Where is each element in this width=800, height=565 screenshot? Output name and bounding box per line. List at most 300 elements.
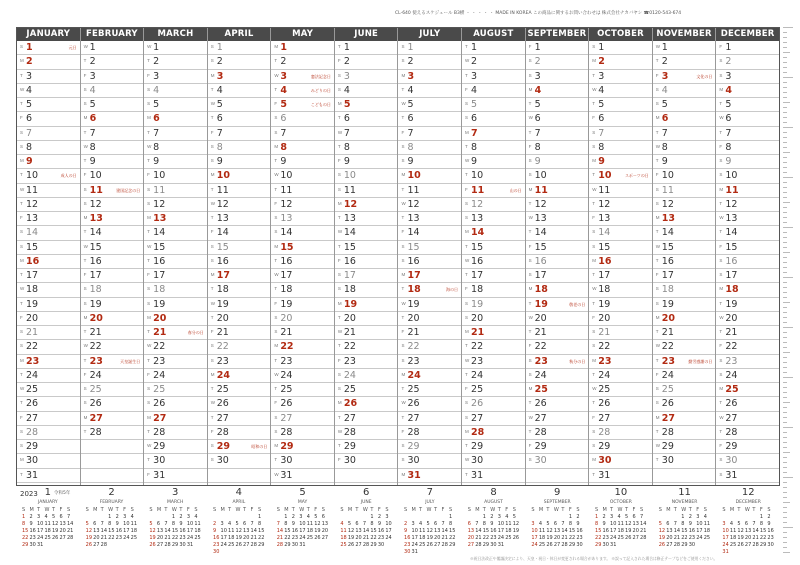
day-cell[interactable] xyxy=(208,226,271,240)
day-cell[interactable] xyxy=(653,255,716,269)
day-cell[interactable] xyxy=(462,369,525,383)
day-cell[interactable] xyxy=(208,383,271,397)
day-cell[interactable] xyxy=(208,369,271,383)
day-cell[interactable] xyxy=(589,412,652,426)
day-cell[interactable] xyxy=(526,212,589,226)
day-cell[interactable] xyxy=(462,155,525,169)
day-cell[interactable] xyxy=(526,70,589,84)
day-cell[interactable] xyxy=(462,112,525,126)
day-cell[interactable] xyxy=(271,283,334,297)
day-cell[interactable] xyxy=(526,84,589,98)
day-cell[interactable] xyxy=(208,426,271,440)
day-cell[interactable] xyxy=(144,340,207,354)
day-cell[interactable] xyxy=(462,298,525,312)
day-cell[interactable] xyxy=(335,355,398,369)
day-cell[interactable] xyxy=(398,184,461,198)
day-cell[interactable] xyxy=(81,340,144,354)
day-cell[interactable] xyxy=(716,127,779,141)
day-cell[interactable] xyxy=(208,127,271,141)
day-cell[interactable] xyxy=(17,198,80,212)
day-cell[interactable] xyxy=(208,70,271,84)
day-cell[interactable] xyxy=(398,127,461,141)
day-cell[interactable] xyxy=(589,397,652,411)
day-cell[interactable] xyxy=(335,312,398,326)
day-cell[interactable] xyxy=(335,41,398,55)
day-cell[interactable] xyxy=(716,383,779,397)
day-cell[interactable] xyxy=(526,383,589,397)
day-cell[interactable] xyxy=(526,426,589,440)
day-cell[interactable] xyxy=(208,184,271,198)
day-cell[interactable] xyxy=(526,226,589,240)
day-cell[interactable] xyxy=(81,41,144,55)
day-cell[interactable] xyxy=(589,41,652,55)
day-cell[interactable] xyxy=(208,141,271,155)
day-cell[interactable] xyxy=(335,112,398,126)
day-cell[interactable] xyxy=(144,84,207,98)
day-cell[interactable] xyxy=(716,55,779,69)
day-cell[interactable] xyxy=(335,127,398,141)
day-cell[interactable] xyxy=(589,212,652,226)
day-cell[interactable] xyxy=(589,255,652,269)
day-cell[interactable] xyxy=(716,397,779,411)
day-cell[interactable] xyxy=(271,412,334,426)
day-cell[interactable] xyxy=(335,55,398,69)
day-cell[interactable] xyxy=(653,369,716,383)
day-cell[interactable] xyxy=(335,84,398,98)
day-cell[interactable] xyxy=(335,426,398,440)
day-cell[interactable] xyxy=(81,369,144,383)
day-cell[interactable] xyxy=(526,440,589,454)
day-cell[interactable] xyxy=(17,326,80,340)
day-cell[interactable] xyxy=(526,283,589,297)
day-cell[interactable] xyxy=(398,98,461,112)
day-cell[interactable] xyxy=(208,440,271,454)
day-cell[interactable] xyxy=(716,412,779,426)
day-cell[interactable] xyxy=(589,98,652,112)
day-cell[interactable] xyxy=(81,169,144,183)
day-cell[interactable] xyxy=(462,241,525,255)
day-cell[interactable] xyxy=(335,283,398,297)
day-cell[interactable] xyxy=(716,112,779,126)
day-cell[interactable] xyxy=(716,226,779,240)
day-cell[interactable] xyxy=(144,41,207,55)
day-cell[interactable] xyxy=(716,298,779,312)
day-cell[interactable] xyxy=(462,440,525,454)
day-cell[interactable] xyxy=(208,326,271,340)
day-cell[interactable] xyxy=(462,55,525,69)
day-cell[interactable] xyxy=(526,269,589,283)
day-cell[interactable] xyxy=(271,355,334,369)
day-cell[interactable] xyxy=(526,369,589,383)
day-cell[interactable] xyxy=(526,41,589,55)
day-cell[interactable] xyxy=(208,112,271,126)
day-cell[interactable] xyxy=(716,212,779,226)
day-cell[interactable] xyxy=(271,112,334,126)
day-cell[interactable] xyxy=(144,283,207,297)
day-cell[interactable] xyxy=(398,84,461,98)
day-cell[interactable] xyxy=(81,355,144,369)
day-cell[interactable] xyxy=(589,155,652,169)
day-cell[interactable] xyxy=(653,340,716,354)
day-cell[interactable] xyxy=(462,198,525,212)
day-cell[interactable] xyxy=(526,298,589,312)
day-cell[interactable] xyxy=(398,255,461,269)
day-cell[interactable] xyxy=(589,326,652,340)
day-cell[interactable] xyxy=(462,283,525,297)
day-cell[interactable] xyxy=(81,226,144,240)
day-cell[interactable] xyxy=(81,84,144,98)
day-cell[interactable] xyxy=(589,169,652,183)
day-cell[interactable] xyxy=(271,226,334,240)
day-cell[interactable] xyxy=(335,70,398,84)
day-cell[interactable] xyxy=(716,70,779,84)
day-cell[interactable] xyxy=(526,198,589,212)
day-cell[interactable] xyxy=(462,426,525,440)
day-cell[interactable] xyxy=(17,155,80,169)
day-cell[interactable] xyxy=(462,255,525,269)
day-cell[interactable] xyxy=(462,184,525,198)
day-cell[interactable] xyxy=(589,369,652,383)
day-cell[interactable] xyxy=(653,269,716,283)
day-cell[interactable] xyxy=(589,198,652,212)
day-cell[interactable] xyxy=(526,255,589,269)
day-cell[interactable] xyxy=(271,212,334,226)
day-cell[interactable] xyxy=(716,340,779,354)
day-cell[interactable] xyxy=(335,184,398,198)
day-cell[interactable] xyxy=(526,312,589,326)
day-cell[interactable] xyxy=(398,355,461,369)
day-cell[interactable] xyxy=(17,298,80,312)
day-cell[interactable] xyxy=(335,155,398,169)
day-cell[interactable] xyxy=(716,41,779,55)
day-cell[interactable] xyxy=(589,283,652,297)
day-cell[interactable] xyxy=(17,112,80,126)
day-cell[interactable] xyxy=(81,412,144,426)
day-cell[interactable] xyxy=(81,397,144,411)
day-cell[interactable] xyxy=(653,169,716,183)
day-cell[interactable] xyxy=(17,355,80,369)
day-cell[interactable] xyxy=(208,312,271,326)
day-cell[interactable] xyxy=(271,312,334,326)
day-cell[interactable] xyxy=(589,55,652,69)
day-cell[interactable] xyxy=(17,212,80,226)
day-cell[interactable] xyxy=(462,269,525,283)
day-cell[interactable] xyxy=(716,426,779,440)
day-cell[interactable] xyxy=(271,184,334,198)
day-cell[interactable] xyxy=(653,426,716,440)
day-cell[interactable] xyxy=(398,70,461,84)
day-cell[interactable] xyxy=(208,55,271,69)
day-cell[interactable] xyxy=(271,127,334,141)
day-cell[interactable] xyxy=(462,326,525,340)
day-cell[interactable] xyxy=(208,255,271,269)
day-cell[interactable] xyxy=(716,454,779,468)
day-cell[interactable] xyxy=(462,212,525,226)
day-cell[interactable] xyxy=(398,369,461,383)
day-cell[interactable] xyxy=(462,340,525,354)
day-cell[interactable] xyxy=(17,141,80,155)
day-cell[interactable] xyxy=(589,226,652,240)
day-cell[interactable] xyxy=(17,169,80,183)
day-cell[interactable] xyxy=(17,454,80,468)
day-cell[interactable] xyxy=(716,155,779,169)
day-cell[interactable] xyxy=(81,127,144,141)
day-cell[interactable] xyxy=(144,369,207,383)
day-cell[interactable] xyxy=(17,269,80,283)
day-cell[interactable] xyxy=(526,241,589,255)
day-cell[interactable] xyxy=(208,212,271,226)
day-cell[interactable] xyxy=(526,155,589,169)
day-cell[interactable] xyxy=(335,269,398,283)
day-cell[interactable] xyxy=(81,426,144,440)
day-cell[interactable] xyxy=(144,70,207,84)
day-cell[interactable] xyxy=(208,155,271,169)
day-cell[interactable] xyxy=(335,98,398,112)
day-cell[interactable] xyxy=(398,426,461,440)
day-cell[interactable] xyxy=(653,298,716,312)
day-cell[interactable] xyxy=(398,198,461,212)
day-cell[interactable] xyxy=(462,397,525,411)
day-cell[interactable] xyxy=(398,283,461,297)
day-cell[interactable] xyxy=(398,440,461,454)
day-cell[interactable] xyxy=(462,412,525,426)
day-cell[interactable] xyxy=(716,283,779,297)
day-cell[interactable] xyxy=(335,340,398,354)
day-cell[interactable] xyxy=(271,141,334,155)
day-cell[interactable] xyxy=(208,454,271,468)
day-cell[interactable] xyxy=(716,469,779,483)
day-cell[interactable] xyxy=(653,112,716,126)
day-cell[interactable] xyxy=(716,184,779,198)
day-cell[interactable] xyxy=(208,298,271,312)
day-cell[interactable] xyxy=(335,454,398,468)
day-cell[interactable] xyxy=(271,70,334,84)
day-cell[interactable] xyxy=(144,112,207,126)
day-cell[interactable] xyxy=(653,70,716,84)
day-cell[interactable] xyxy=(271,255,334,269)
day-cell[interactable] xyxy=(144,269,207,283)
day-cell[interactable] xyxy=(653,198,716,212)
day-cell[interactable] xyxy=(398,340,461,354)
day-cell[interactable] xyxy=(526,412,589,426)
day-cell[interactable] xyxy=(716,241,779,255)
day-cell[interactable] xyxy=(398,397,461,411)
day-cell[interactable] xyxy=(17,127,80,141)
day-cell[interactable] xyxy=(271,469,334,483)
day-cell[interactable] xyxy=(589,70,652,84)
day-cell[interactable] xyxy=(462,141,525,155)
day-cell[interactable] xyxy=(716,169,779,183)
day-cell[interactable] xyxy=(398,155,461,169)
day-cell[interactable] xyxy=(271,383,334,397)
day-cell[interactable] xyxy=(716,440,779,454)
day-cell[interactable] xyxy=(589,269,652,283)
day-cell[interactable] xyxy=(17,84,80,98)
day-cell[interactable] xyxy=(17,283,80,297)
day-cell[interactable] xyxy=(653,241,716,255)
day-cell[interactable] xyxy=(271,169,334,183)
day-cell[interactable] xyxy=(81,283,144,297)
day-cell[interactable] xyxy=(653,397,716,411)
day-cell[interactable] xyxy=(17,440,80,454)
day-cell[interactable] xyxy=(526,169,589,183)
day-cell[interactable] xyxy=(144,397,207,411)
day-cell[interactable] xyxy=(716,269,779,283)
day-cell[interactable] xyxy=(271,98,334,112)
day-cell[interactable] xyxy=(17,312,80,326)
day-cell[interactable] xyxy=(144,127,207,141)
day-cell[interactable] xyxy=(653,212,716,226)
day-cell[interactable] xyxy=(653,283,716,297)
day-cell[interactable] xyxy=(144,184,207,198)
day-cell[interactable] xyxy=(208,283,271,297)
day-cell[interactable] xyxy=(653,312,716,326)
day-cell[interactable] xyxy=(335,326,398,340)
day-cell[interactable] xyxy=(526,141,589,155)
day-cell[interactable] xyxy=(462,84,525,98)
day-cell[interactable] xyxy=(208,340,271,354)
day-cell[interactable] xyxy=(144,440,207,454)
day-cell[interactable] xyxy=(271,369,334,383)
day-cell[interactable] xyxy=(653,355,716,369)
day-cell[interactable] xyxy=(81,198,144,212)
day-cell[interactable] xyxy=(81,155,144,169)
day-cell[interactable] xyxy=(398,112,461,126)
day-cell[interactable] xyxy=(716,355,779,369)
day-cell[interactable] xyxy=(144,141,207,155)
day-cell[interactable] xyxy=(589,426,652,440)
day-cell[interactable] xyxy=(335,255,398,269)
day-cell[interactable] xyxy=(335,369,398,383)
day-cell[interactable] xyxy=(335,440,398,454)
day-cell[interactable] xyxy=(653,326,716,340)
day-cell[interactable] xyxy=(144,412,207,426)
day-cell[interactable] xyxy=(398,269,461,283)
day-cell[interactable] xyxy=(208,41,271,55)
day-cell[interactable] xyxy=(398,169,461,183)
day-cell[interactable] xyxy=(589,112,652,126)
day-cell[interactable] xyxy=(526,326,589,340)
day-cell[interactable] xyxy=(462,454,525,468)
day-cell[interactable] xyxy=(335,241,398,255)
day-cell[interactable] xyxy=(144,355,207,369)
day-cell[interactable] xyxy=(462,383,525,397)
day-cell[interactable] xyxy=(271,269,334,283)
day-cell[interactable] xyxy=(589,312,652,326)
day-cell[interactable] xyxy=(526,340,589,354)
day-cell[interactable] xyxy=(335,226,398,240)
day-cell[interactable] xyxy=(398,312,461,326)
day-cell[interactable] xyxy=(144,155,207,169)
day-cell[interactable] xyxy=(17,369,80,383)
day-cell[interactable] xyxy=(17,241,80,255)
day-cell[interactable] xyxy=(653,454,716,468)
day-cell[interactable] xyxy=(653,412,716,426)
day-cell[interactable] xyxy=(17,383,80,397)
day-cell[interactable] xyxy=(653,84,716,98)
day-cell[interactable] xyxy=(271,198,334,212)
day-cell[interactable] xyxy=(653,41,716,55)
day-cell[interactable] xyxy=(271,397,334,411)
day-cell[interactable] xyxy=(17,397,80,411)
day-cell[interactable] xyxy=(716,141,779,155)
day-cell[interactable] xyxy=(144,169,207,183)
day-cell[interactable] xyxy=(208,84,271,98)
day-cell[interactable] xyxy=(335,298,398,312)
day-cell[interactable] xyxy=(398,41,461,55)
day-cell[interactable] xyxy=(462,469,525,483)
day-cell[interactable] xyxy=(17,412,80,426)
day-cell[interactable] xyxy=(144,226,207,240)
day-cell[interactable] xyxy=(81,184,144,198)
day-cell[interactable] xyxy=(716,326,779,340)
day-cell[interactable] xyxy=(653,127,716,141)
day-cell[interactable] xyxy=(398,412,461,426)
day-cell[interactable] xyxy=(589,141,652,155)
day-cell[interactable] xyxy=(462,98,525,112)
day-cell[interactable] xyxy=(716,198,779,212)
day-cell[interactable] xyxy=(716,84,779,98)
day-cell[interactable] xyxy=(526,112,589,126)
day-cell[interactable] xyxy=(653,226,716,240)
day-cell[interactable] xyxy=(271,340,334,354)
day-cell[interactable] xyxy=(208,241,271,255)
day-cell[interactable] xyxy=(144,383,207,397)
day-cell[interactable] xyxy=(17,426,80,440)
day-cell[interactable] xyxy=(81,55,144,69)
day-cell[interactable] xyxy=(17,55,80,69)
day-cell[interactable] xyxy=(589,241,652,255)
day-cell[interactable] xyxy=(144,454,207,468)
day-cell[interactable] xyxy=(589,127,652,141)
day-cell[interactable] xyxy=(144,255,207,269)
day-cell[interactable] xyxy=(462,41,525,55)
day-cell[interactable] xyxy=(81,312,144,326)
day-cell[interactable] xyxy=(271,326,334,340)
day-cell[interactable] xyxy=(398,383,461,397)
day-cell[interactable] xyxy=(526,397,589,411)
day-cell[interactable] xyxy=(526,55,589,69)
day-cell[interactable] xyxy=(589,84,652,98)
day-cell[interactable] xyxy=(271,155,334,169)
day-cell[interactable] xyxy=(462,312,525,326)
day-cell[interactable] xyxy=(81,255,144,269)
day-cell[interactable] xyxy=(271,55,334,69)
day-cell[interactable] xyxy=(208,169,271,183)
day-cell[interactable] xyxy=(271,241,334,255)
day-cell[interactable] xyxy=(208,98,271,112)
day-cell[interactable] xyxy=(271,41,334,55)
day-cell[interactable] xyxy=(335,212,398,226)
day-cell[interactable] xyxy=(17,340,80,354)
day-cell[interactable] xyxy=(17,184,80,198)
day-cell[interactable] xyxy=(17,469,80,483)
day-cell[interactable] xyxy=(144,212,207,226)
day-cell[interactable] xyxy=(398,141,461,155)
day-cell[interactable] xyxy=(398,226,461,240)
day-cell[interactable] xyxy=(462,355,525,369)
day-cell[interactable] xyxy=(653,141,716,155)
day-cell[interactable] xyxy=(81,326,144,340)
day-cell[interactable] xyxy=(335,397,398,411)
day-cell[interactable] xyxy=(398,298,461,312)
day-cell[interactable] xyxy=(81,241,144,255)
day-cell[interactable] xyxy=(589,340,652,354)
day-cell[interactable] xyxy=(271,84,334,98)
day-cell[interactable] xyxy=(271,454,334,468)
day-cell[interactable] xyxy=(271,298,334,312)
day-cell[interactable] xyxy=(526,98,589,112)
